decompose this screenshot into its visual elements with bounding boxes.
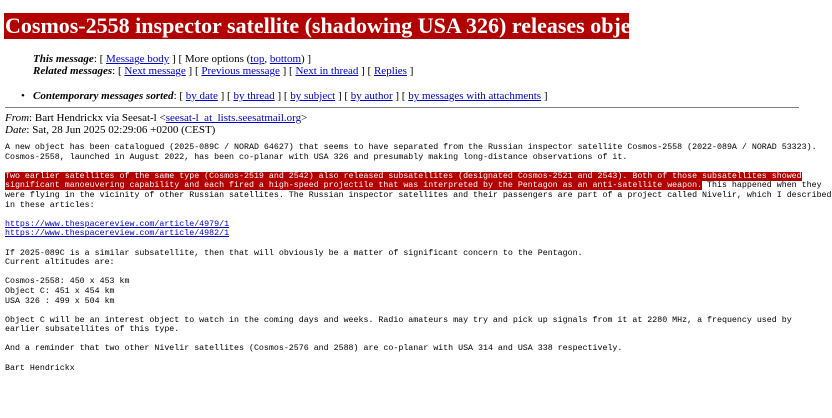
body-line: were flying in the vicinity of other Russian satellites. The Russian inspector satellites and their passengers are part of a project called Nivelir, which I described (5, 190, 832, 200)
highlighted-text: Two earlier satellites of the same type (Cosmos-2519 and 2542) also released subsatellites (designated Cosmos-2521 and 2543). Both of those subsatellites showed (5, 171, 802, 181)
article-link-2[interactable]: https://www.thespacereview.com/article/4982/1 (5, 229, 230, 239)
body-line: in these articles: (5, 200, 95, 210)
this-message-nav: This message: [ Message body ] [ More options (top, bottom) ] (33, 53, 312, 65)
divider (5, 107, 799, 108)
date-label: Date (5, 124, 27, 136)
from-label: From (5, 112, 30, 124)
altitude-line: Object C: 451 x 454 km (5, 286, 115, 296)
signature: Bart Hendrickx (5, 363, 75, 373)
message-body-link[interactable]: Message body (106, 53, 170, 65)
highlighted-text: significant manoeuvering capability and each fired a high-speed projectile that was interpreted by the Pentagon as an anti-satellite weapon. (5, 181, 703, 191)
altitude-line: Cosmos-2558: 450 x 453 km (5, 277, 130, 287)
body-line (5, 220, 795, 230)
previous-message-link[interactable]: Previous message (201, 65, 280, 77)
altitude-line: USA 326 : 499 x 504 km (5, 296, 115, 306)
bottom-link[interactable]: bottom (269, 53, 302, 65)
sort-by-date-link[interactable]: by date (185, 90, 218, 102)
body-line (5, 229, 795, 239)
from-email-link[interactable]: seesat-l_at_lists.seesatmail.org (165, 112, 302, 124)
sort-by-thread-link[interactable]: by thread (233, 90, 275, 102)
body-line: Object C will be an interest object to watch in the coming days and weeks. Radio amateurs may try and pick up signals from it at 2280 MHz, a frequency used by (5, 315, 792, 325)
from-name: Bart Hendrickx via Seesat-l < (34, 112, 166, 124)
from-header: From: Bart Hendrickx via Seesat-l <seesat-l_at_lists.seesatmail.org> (5, 112, 308, 124)
body-line: Cosmos-2558, launched in August 2022, has been co-planar with USA 326 and presumably making long-distance observations of it. (5, 152, 628, 162)
body-line: A new object has been catalogued (2025-089C / NORAD 64627) that seems to have separated from the Russian inspector satellite Cosmos-2558 (2022-089A / NORAD 53323). (5, 143, 817, 152)
article-link-1[interactable]: https://www.thespacereview.com/article/4979/1 (5, 219, 230, 229)
body-line: earlier subsatellites of this type. (5, 325, 180, 335)
body-line: Current altitudes are: (5, 258, 115, 268)
contemporary-sort-nav: Contemporary messages sorted: [ by date ] [ by thread ] [ by subject ] [ by author ] [ by messages with attachments ] (33, 90, 548, 102)
from-end: > (301, 112, 308, 124)
date-value: Sat, 28 Jun 2025 02:29:06 +0200 (CEST) (32, 124, 216, 136)
sort-by-author-link[interactable]: by author (350, 90, 393, 102)
next-message-link[interactable]: Next message (124, 65, 186, 77)
related-messages-label: Related messages (33, 65, 113, 77)
date-header: Date: Sat, 28 Jun 2025 02:29:06 +0200 (CEST) (5, 124, 216, 136)
top-link[interactable]: top (250, 53, 265, 65)
body-line: And a reminder that two other Nivelir satellites (Cosmos-2576 and 2588) are co-planar with USA 314 and USA 338 respectively. (5, 344, 623, 354)
contemporary-label: Contemporary messages sorted (33, 90, 174, 102)
sort-by-subject-link[interactable]: by subject (290, 90, 336, 102)
this-message-label: This message (33, 53, 94, 65)
related-messages-nav: Related messages: [ Next message ] [ Previous message ] [ Next in thread ] [ Replies ] (33, 65, 414, 77)
page-title: Cosmos-2558 inspector satellite (shadowing USA 326) releases object (5, 13, 648, 38)
body-line (5, 171, 802, 182)
sort-by-attachments-link[interactable]: by messages with attachments (408, 90, 542, 102)
next-in-thread-link[interactable]: Next in thread (295, 65, 359, 77)
body-line (5, 181, 822, 191)
bullet-icon: • (21, 90, 25, 102)
body-line: If 2025-089C is a similar subsatellite, then that will obviously be a matter of significant concern to the Pentagon. (5, 248, 583, 258)
more-options-label: More options (184, 53, 244, 65)
replies-link[interactable]: Replies (373, 65, 407, 77)
body-text: This happened when they (702, 181, 822, 191)
message-body (5, 143, 832, 373)
